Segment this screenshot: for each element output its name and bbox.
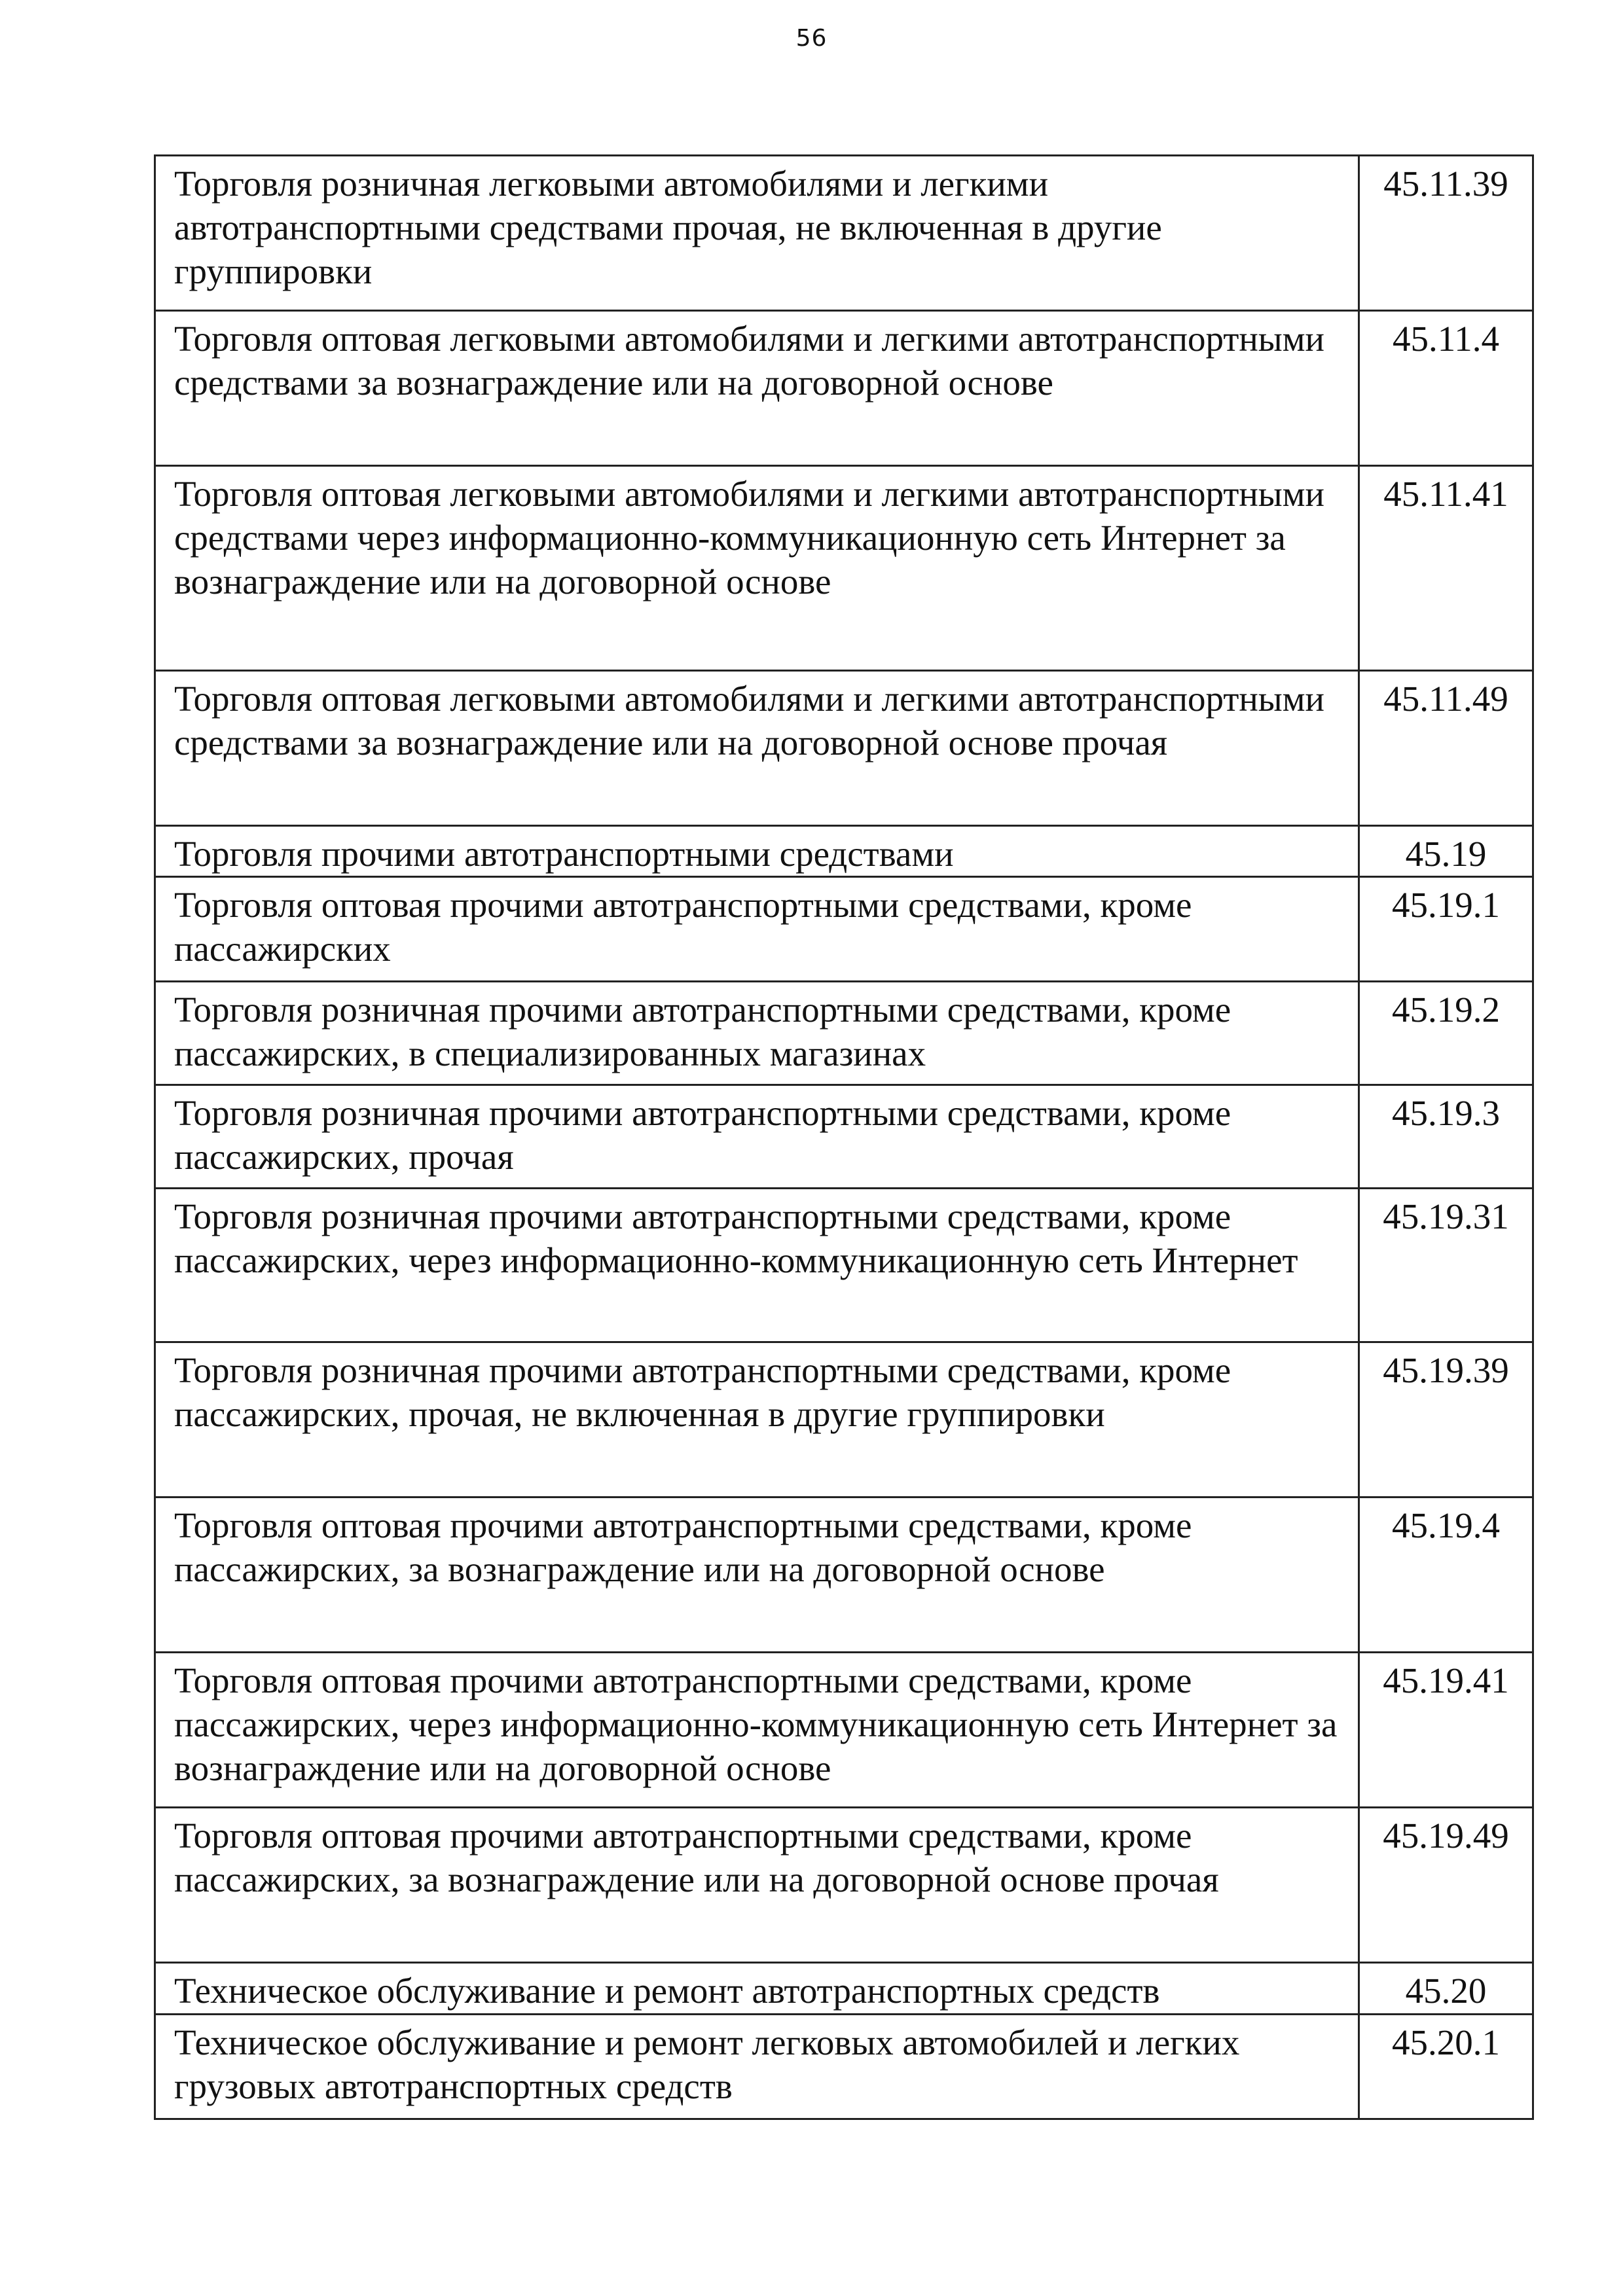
activity-code-cell: 45.11.39 [1359,156,1533,311]
activity-name-cell: Торговля прочими автотранспортными средствами [155,826,1359,877]
activity-name-cell: Торговля розничная прочими автотранспортными средствами, кроме пассажирских, прочая [155,1085,1359,1189]
activity-name-cell: Торговля оптовая прочими автотранспортными средствами, кроме пассажирских, через информационно-коммуникационную сеть Интернет за вознаграждение или на договорной основе [155,1653,1359,1808]
table-row [155,877,1533,982]
activity-code-cell: 45.11.4 [1359,311,1533,466]
activity-name-cell: Торговля розничная прочими автотранспортными средствами, кроме пассажирских, прочая, не включенная в другие группировки [155,1342,1359,1498]
activity-name-cell: Торговля оптовая прочими автотранспортными средствами, кроме пассажирских, за вознаграждение или на договорной основе [155,1498,1359,1653]
okved-table [154,154,1534,2120]
activity-name-cell: Техническое обслуживание и ремонт автотранспортных средств [155,1963,1359,2015]
activity-code-cell: 45.11.49 [1359,671,1533,826]
activity-name-cell: Торговля оптовая прочими автотранспортными средствами, кроме пассажирских [155,877,1359,982]
activity-code-cell: 45.19.39 [1359,1342,1533,1498]
page-number: 56 [795,25,828,52]
activity-code-cell: 45.19.41 [1359,1653,1533,1808]
activity-code-cell: 45.19.49 [1359,1808,1533,1963]
activity-code-cell: 45.19.3 [1359,1085,1533,1189]
table-row [155,1189,1533,1342]
activity-code-cell: 45.19 [1359,826,1533,877]
activity-name-cell: Торговля розничная прочими автотранспортными средствами, кроме пассажирских, в специализированных магазинах [155,982,1359,1085]
activity-code-cell: 45.20.1 [1359,2015,1533,2119]
table-row [155,1085,1533,1189]
table-row [155,466,1533,671]
activity-code-cell: 45.19.4 [1359,1498,1533,1653]
activity-code-cell: 45.19.2 [1359,982,1533,1085]
table-row [155,826,1533,877]
activity-code-cell: 45.11.41 [1359,466,1533,671]
activity-code-cell: 45.19.1 [1359,877,1533,982]
activity-name-cell: Торговля оптовая легковыми автомобилями и легкими автотранспортными средствами через информационно-коммуникационную сеть Интернет за вознаграждение или на договорной основе [155,466,1359,671]
table-row [155,982,1533,1085]
table-row [155,1963,1533,2015]
table-row [155,311,1533,466]
activity-name-cell: Торговля оптовая легковыми автомобилями и легкими автотранспортными средствами за вознаграждение или на договорной основе [155,311,1359,466]
table-row [155,1342,1533,1498]
activity-name-cell: Торговля розничная легковыми автомобилями и легкими автотранспортными средствами прочая, не включенная в другие группировки [155,156,1359,311]
table-row [155,1498,1533,1653]
table-row [155,2015,1533,2119]
table-row [155,1653,1533,1808]
table-row [155,156,1533,311]
activity-name-cell: Техническое обслуживание и ремонт легковых автомобилей и легких грузовых автотранспортных средств [155,2015,1359,2119]
activity-name-cell: Торговля розничная прочими автотранспортными средствами, кроме пассажирских, через информационно-коммуникационную сеть Интернет [155,1189,1359,1342]
table-row [155,671,1533,826]
activity-name-cell: Торговля оптовая легковыми автомобилями и легкими автотранспортными средствами за вознаграждение или на договорной основе прочая [155,671,1359,826]
activity-code-cell: 45.20 [1359,1963,1533,2015]
activity-code-cell: 45.19.31 [1359,1189,1533,1342]
activity-name-cell: Торговля оптовая прочими автотранспортными средствами, кроме пассажирских, за вознаграждение или на договорной основе прочая [155,1808,1359,1963]
table-row [155,1808,1533,1963]
